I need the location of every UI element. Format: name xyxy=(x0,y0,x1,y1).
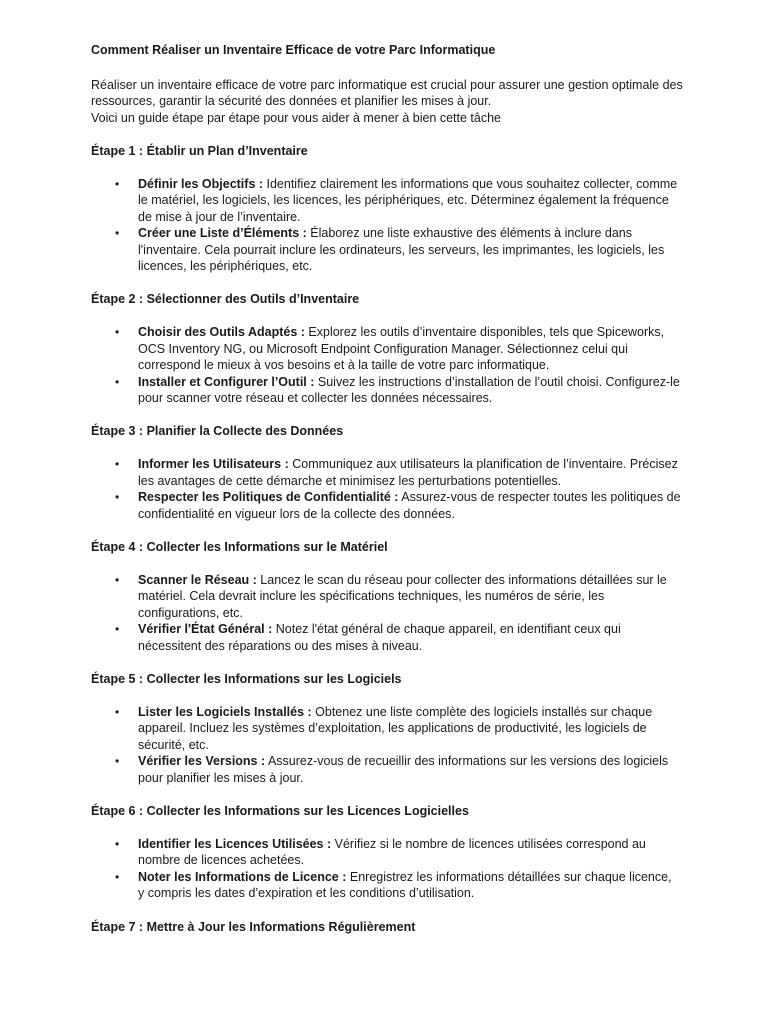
bullet-icon: • xyxy=(115,374,120,389)
item-text: Suivez les instructions d’installation de l’outil choisi. Configurez-le pour scanner votre réseau et collecter les données nécessaires. xyxy=(138,374,680,405)
step-heading: Étape 4 : Collecter les Informations sur le Matériel xyxy=(91,539,388,554)
step-heading: Étape 7 : Mettre à Jour les Informations Régulièrement xyxy=(91,919,416,934)
bullet-icon: • xyxy=(115,572,120,587)
item-term: Lister les Logiciels Installés : xyxy=(138,705,312,720)
intro-line: Réaliser un inventaire efficace de votre parc informatique est crucial pour assurer une gestion optimale des ressources, garantir la sécurité des données et planifier les mises à jour. xyxy=(91,78,683,109)
item-text: Lancez le scan du réseau pour collecter des informations détaillées sur le matériel. Cela devrait inclure les spécifications techniques, les numéros de série, les configurations, etc. xyxy=(138,572,667,620)
item-text: Identifiez clairement les informations que vous souhaitez collecter, comme le matériel, les logiciels, les licences, les périphériques, etc. Déterminez également la fréquence de mise à jour de l’inventaire. xyxy=(138,176,678,224)
item-text: Enregistrez les informations détaillées sur chaque licence, y compris les dates d’expiration et les conditions d’utilisation. xyxy=(138,869,672,901)
item-term: Installer et Configurer l’Outil : xyxy=(138,374,315,389)
step-list xyxy=(91,836,691,902)
item-term: Vérifier l'État Général : xyxy=(138,622,273,637)
list-item xyxy=(115,456,691,489)
step-heading: Étape 5 : Collecter les Informations sur les Logiciels xyxy=(91,672,402,687)
list-item xyxy=(115,704,691,753)
item-term: Vérifier les Versions : xyxy=(138,754,266,769)
bullet-icon: • xyxy=(115,705,120,720)
item-text: Explorez les outils d’inventaire disponibles, tels que Spiceworks, OCS Inventory NG, ou Microsoft Endpoint Configuration Manager. Sélectionnez celui qui correspond le mieux à vos besoins et à la taille de votre parc informatique. xyxy=(138,325,665,373)
item-term: Informer les Utilisateurs : xyxy=(138,457,289,472)
list-item xyxy=(115,324,691,373)
item-text: Vérifiez si le nombre de licences utilisées correspond au nombre de licences achetées. xyxy=(138,837,646,868)
step-list xyxy=(91,704,691,786)
item-term: Respecter les Politiques de Confidentialité : xyxy=(138,490,399,505)
intro-paragraph xyxy=(91,77,691,126)
bullet-icon: • xyxy=(115,176,120,191)
item-term: Choisir des Outils Adaptés : xyxy=(138,325,305,340)
list-item xyxy=(115,753,691,786)
item-text: Notez l'état général de chaque appareil, en identifiant ceux qui nécessitent des réparations ou des mises à niveau. xyxy=(138,622,621,653)
list-item xyxy=(115,176,691,225)
bullet-icon: • xyxy=(115,622,120,637)
item-text: Élaborez une liste exhaustive des éléments à inclure dans l'inventaire. Cela pourrait inclure les ordinateurs, les serveurs, les imprimantes, les logiciels, les licences, les périphériques, etc. xyxy=(138,226,665,273)
step-heading: Étape 3 : Planifier la Collecte des Données xyxy=(91,424,344,439)
step-list xyxy=(91,456,691,522)
list-item xyxy=(115,836,691,869)
step-heading: Étape 1 : Établir un Plan d’Inventaire xyxy=(91,143,308,158)
bullet-icon: • xyxy=(115,837,120,852)
list-item xyxy=(115,489,691,522)
step-list xyxy=(91,176,691,274)
bullet-icon: • xyxy=(115,226,120,241)
bullet-icon: • xyxy=(115,325,120,340)
list-item xyxy=(115,621,691,654)
item-term: Définir les Objectifs : xyxy=(138,176,264,191)
intro-line: Voici un guide étape par étape pour vous aider à mener à bien cette tâche xyxy=(91,110,502,125)
item-text: Assurez-vous de respecter toutes les politiques de confidentialité en vigueur lors de la collecte des données. xyxy=(138,490,681,521)
bullet-icon: • xyxy=(115,490,120,505)
step-heading: Étape 6 : Collecter les Informations sur les Licences Logicielles xyxy=(91,804,469,819)
document-title: Comment Réaliser un Inventaire Efficace de votre Parc Informatique xyxy=(91,43,496,57)
item-text: Assurez-vous de recueillir des informations sur les versions des logiciels pour planifier les mises à jour. xyxy=(138,754,669,785)
item-term: Scanner le Réseau : xyxy=(138,572,257,587)
list-item xyxy=(115,374,691,407)
item-term: Identifier les Licences Utilisées : xyxy=(138,837,332,852)
step-heading: Étape 2 : Sélectionner des Outils d’Inventaire xyxy=(91,292,360,307)
bullet-icon: • xyxy=(115,869,120,884)
step-list xyxy=(91,572,691,654)
list-item xyxy=(115,572,691,621)
item-text: Obtenez une liste complète des logiciels installés sur chaque appareil. Incluez les systèmes d’exploitation, les applications de productivité, les logiciels de sécurité, etc. xyxy=(138,705,653,752)
steps-container xyxy=(91,143,691,935)
list-item xyxy=(115,225,691,274)
bullet-icon: • xyxy=(115,754,120,769)
item-term: Créer une Liste d’Éléments : xyxy=(138,226,307,241)
step-list xyxy=(91,324,691,406)
list-item xyxy=(115,869,691,902)
item-text: Communiquez aux utilisateurs la planification de l’inventaire. Précisez les avantages de cette démarche et minimisez les perturbations potentielles. xyxy=(138,457,678,488)
bullet-icon: • xyxy=(115,457,120,472)
item-term: Noter les Informations de Licence : xyxy=(138,869,347,884)
document-page xyxy=(91,42,691,952)
